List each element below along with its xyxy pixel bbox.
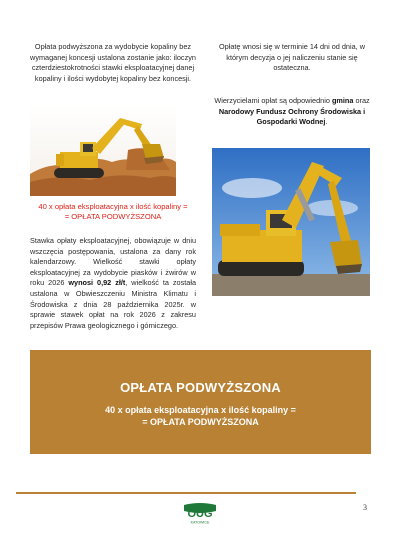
right-payment-paragraph: Opłatę wnosi się w terminie 14 dni od dnia, w którym decyzja o jej naliczeniu stanie się ostateczna. (218, 42, 365, 73)
svg-text:OUG: OUG (187, 508, 213, 520)
left-intro-paragraph: Opłata podwyższona za wydobycie kopaliny bez wymaganej koncesji ustalona zostanie jako: iloczyn czterdziestokrotności stawki eksploatacyjnej danej kopaliny i ilości wydobytej kopaliny bez koncesji. (30, 42, 196, 83)
creditor-gmina: gmina (331, 96, 354, 105)
svg-text:KATOWICE: KATOWICE (190, 520, 210, 525)
creditor-nfosigw: Narodowy Fundusz Ochrony Środowiska i Gospodarki Wodnej (218, 106, 366, 127)
formula-red-text: 40 x opłata eksploatacyjna x ilość kopaliny = = OPŁATA PODWYŻSZONA (38, 202, 188, 222)
page-number: 3 (363, 503, 367, 512)
excavator-photo-left (30, 104, 176, 196)
summary-banner (30, 350, 371, 454)
oug-logo (178, 503, 222, 525)
banner-title: OPŁATA PODWYŻSZONA (120, 380, 281, 395)
footer-divider (16, 492, 356, 494)
banner-formula-line2: = OPŁATA PODWYŻSZONA (142, 417, 259, 427)
oug-logo-icon (178, 503, 222, 525)
right-creditors-paragraph: Wierzycielami opłat są odpowiednio gmina oraz Narodowy Fundusz Ochrony Środowiska i Gospodarki Wodnej. (214, 96, 370, 127)
banner-formula-line1: 40 x opłata eksploatacyjna x ilość kopaliny = (105, 405, 296, 415)
left-rate-paragraph: Stawka opłaty eksploatacyjnej, obowiązuje w dniu wszczęcia postępowania, ustalona za dany rok kalendarzowy. Wielkość stawki opłaty eksploatacyjnej za wydobycie piasków i żwirów w roku 2026 wynosi 0,92 zł/t, wielkość ta została ustalona w Obwieszczeniu Ministra Klimatu i Środowiska z dnia 28 października 2025r. w sprawie stawek opłat na rok 2026 z zakresu przepisów Prawa geologicznego i górniczego. (30, 236, 197, 330)
excavator-image-right (212, 148, 370, 296)
excavator-photo-right (212, 148, 370, 296)
excavator-image-left (30, 104, 176, 196)
rate-value-bold: wynosi 0,92 zł/t (68, 278, 126, 288)
